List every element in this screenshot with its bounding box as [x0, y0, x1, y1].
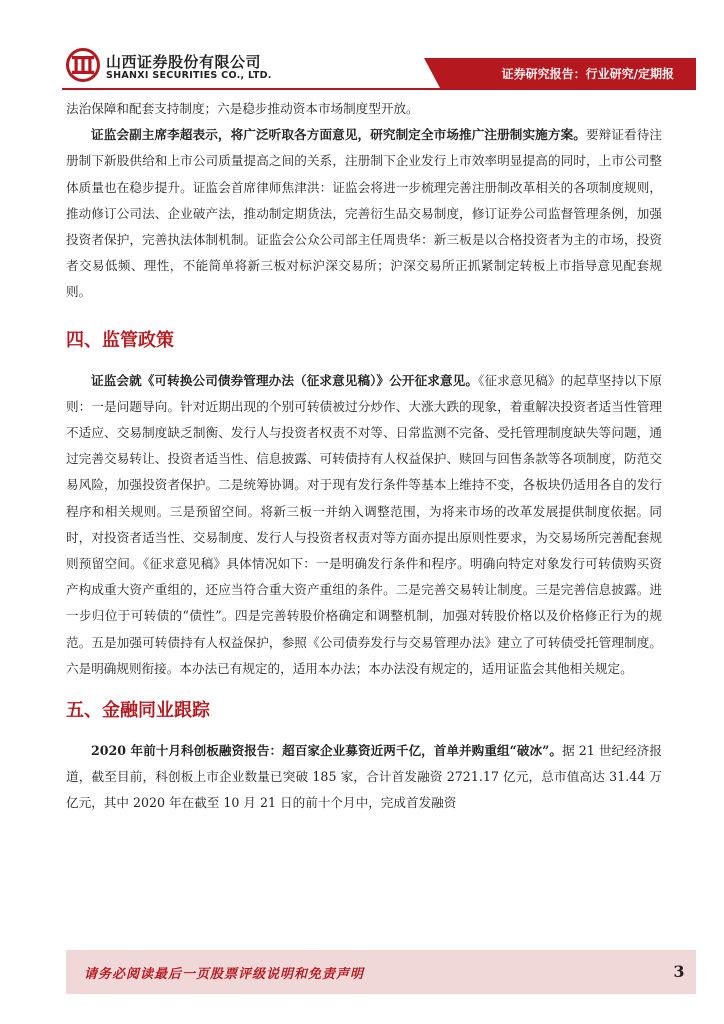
paragraph-continued: 法治保障和配套支持制度；六是稳步推动资本市场制度型开放。 — [66, 101, 419, 116]
disclaimer-note: 请务必阅读最后一页股票评级说明和免责声明 — [84, 967, 365, 982]
shanxi-securities-logo-icon — [66, 48, 100, 82]
company-name-cn: 山西证券股份有限公司 — [106, 53, 262, 71]
section-title-regulatory-policy: 四、监管政策 — [66, 329, 174, 351]
paragraph-star-market — [66, 738, 662, 817]
report-content — [66, 96, 662, 817]
paragraph-lead: 证监会副主席李超表示，将广泛听取各方面意见，研究制定全市场推广注册制实施方案。 — [91, 127, 586, 143]
paragraph-lead: 证监会就《可转换公司债券管理办法（征求意见稿）》公开征求意见。 — [91, 372, 479, 388]
report-type-banner — [440, 58, 696, 88]
paragraph-lead: 2020 年前十月科创板融资报告：超百家企业募资近两千亿，首单并购重组“破冰”。 — [91, 743, 563, 759]
paragraph-body: 要辩证看待注册制下新股供给和上市公司质量提高之间的关系，注册制下企业发行上市效率明显提高的同时，上市公司整体质量也在稳步提升。证监会首席律师焦津洪：证监会将进一步梳理完善注册制改革相关的各项制度规则，推动修订公司法、企业破产法，推动制定期货法，完善衍生品交易制度，修订证券公司监督管理条例，加强投资者保护，完善执法体制机制。证监会公众公司部主任周贵华：新三板是以合格投资者为主的市场，投资者交易低频、理性，不能简单将新三板对标沪深交易所；沪深交易所正抓紧制定转板上市指导意见配套规则。 — [66, 127, 663, 300]
section-title-industry-tracking: 五、金融同业跟踪 — [66, 700, 210, 722]
page-footer — [66, 950, 696, 994]
paragraph-body: 据 21 世纪经济报道，截至目前，科创板上市企业数量已突破 185 家，合计首发融资 2721.17 亿元，总市值高达 31.44 万亿元，其中 2020 年在截至 10 月 21 日的前十个月中，完成首发融资 — [66, 743, 662, 811]
paragraph-body: 《征求意见稿》的起草坚持以下原则：一是问题导向。针对近期出现的个别可转债被过分炒作、大涨大跌的现象，着重解决投资者适当性管理不适应、交易制度缺乏制衡、发行人与投资者权责不对等、日常监测不完备、受托管理制度缺失等问题，通过完善交易转让、投资者适当性、信息披露、可转债持有人权益保护、赎回与回售条款等各项制度，防范交易风险，加强投资者保护。二是统筹协调。对于现有发行条件等基本上维持不变，各板块仍适用各自的发行程序和相关规则。三是预留空间。将新三板一并纳入调整范围，为将来市场的改革发展提供制度依据。同时，对投资者适当性、交易制度、发行人与投资者权责对等方面亦提出原则性要求，为交易场所完善配套规则预留空间。《征求意见稿》具体情况如下：一是明确发行条件和程序。明确向特定对象发行可转债购买资产构成重大资产重组的，还应当符合重大资产重组的条件。二是完善交易转让制度。三是完善信息披露。进一步归位于可转债的“债性”。四是完善转股价格确定和调整机制，加强对转股价格以及价格修正行为的规范。五是加强可转债持有人权益保护，参照《公司债券发行与交易管理办法》建立了可转债受托管理制度。六是明确规则衔接。本办法已有规定的，适用本办法；本办法没有规定的，适用证监会其他相关规定。 — [66, 372, 663, 676]
paragraph-csrc-registration — [66, 122, 662, 305]
page-number: 3 — [673, 962, 685, 981]
report-type-label: 证券研究报告：行业研究/定期报 — [501, 67, 674, 81]
page-header — [0, 0, 724, 100]
paragraph-convertible-bonds — [66, 368, 662, 682]
company-name-en: SHANXI SECURITIES CO., LTD. — [106, 70, 272, 81]
header-divider — [62, 88, 696, 90]
